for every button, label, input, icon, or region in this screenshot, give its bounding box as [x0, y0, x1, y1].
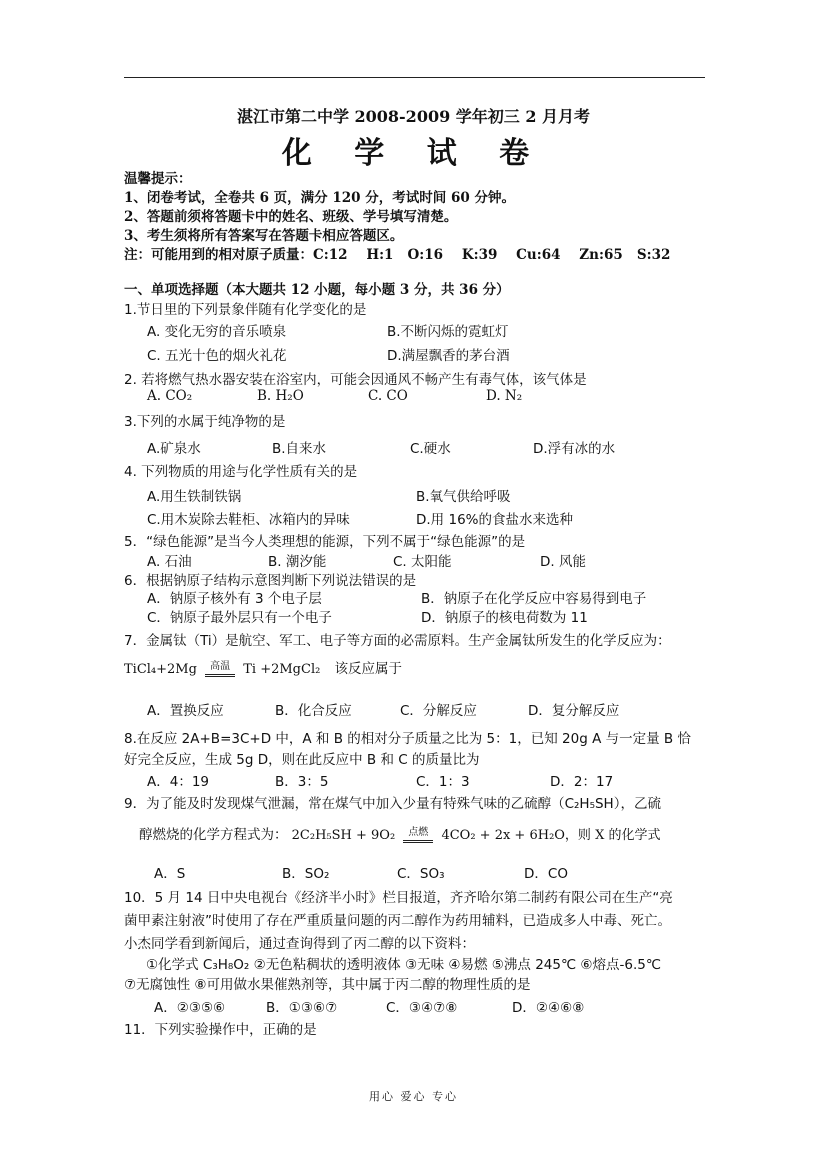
q7-products: Ti +2MgCl₂	[243, 662, 321, 677]
q4-option-a: A.用生铁制铁锅	[147, 489, 242, 505]
q5-stem: 5．“绿色能源”是当今人类理想的能源，下列不属于“绿色能源”的是	[124, 534, 526, 550]
q7-reaction-arrow	[205, 662, 235, 677]
q2-stem: 2. 若将燃气热水器安装在浴室内，可能会因通风不畅产生有毒气体，该气体是	[124, 372, 587, 388]
q10-option-a: A．②③⑤⑥	[154, 1000, 226, 1016]
q9-condition: 点燃	[408, 827, 429, 838]
q1-option-a: A. 变化无穷的音乐喷泉	[147, 324, 287, 340]
q3-option-b: B.自来水	[272, 441, 327, 457]
q4-stem: 4. 下列物质的用途与化学性质有关的是	[124, 464, 358, 480]
q6-option-b: B．钠原子在化学反应中容易得到电子	[421, 591, 647, 607]
q8-option-a: A．4：19	[147, 774, 210, 790]
tip-2: 2、答题前须将答题卡中的姓名、班级、学号填写清楚。	[124, 209, 458, 225]
q2-option-c: C. CO	[368, 388, 408, 404]
q7-stem: 7．金属钛（Ti）是航空、军工、电子等方面的必需原料。生产金属钛所发生的化学反应为：	[124, 633, 671, 649]
q9-reactants: 2C₂H₅SH + 9O₂	[291, 828, 396, 843]
q7-option-d: D．复分解反应	[528, 703, 620, 719]
q9-equation	[139, 823, 660, 843]
q5-option-b: B. 潮汐能	[268, 554, 327, 570]
q8-option-c: C．1：3	[416, 774, 470, 790]
q9-products: 4CO₂ + 2x + 6H₂O，则 X 的化学式	[441, 828, 661, 843]
page-footer: 用心 爱心 专心	[369, 1090, 458, 1103]
q10-info-line2: ⑦无腐蚀性 ⑧可用做水果催熟剂等，其中属于丙二醇的物理性质的是	[124, 977, 531, 993]
q3-option-c: C.硬水	[410, 441, 451, 457]
q9-option-a: A．S	[154, 866, 186, 882]
q5-option-d: D. 风能	[540, 554, 586, 570]
q11-stem: 11．下列实验操作中，正确的是	[124, 1022, 317, 1038]
section-heading: 一、单项选择题（本大题共 12 小题，每小题 3 分，共 36 分）	[124, 282, 510, 298]
q3-stem: 3.下列的水属于纯净物的是	[124, 414, 286, 430]
q9-option-d: D．CO	[524, 866, 568, 882]
q1-option-b: B.不断闪烁的霓虹灯	[387, 324, 509, 340]
q7-option-b: B．化合反应	[275, 703, 352, 719]
q7-stem-tail: 该反应属于	[334, 661, 402, 677]
q8-option-d: D．2：17	[550, 774, 614, 790]
header-rule	[124, 77, 705, 78]
q8-stem-line1: 8.在反应 2A+B=3C+D 中，A 和 B 的相对分子质量之比为 5：1，已知 20g A 与一定量 B 恰	[124, 731, 691, 747]
q10-option-c: C．③④⑦⑧	[386, 1000, 458, 1016]
q8-stem-line2: 好完全反应，生成 5g D，则在此反应中 B 和 C 的质量比为	[124, 752, 480, 768]
q7-condition: 高温	[210, 661, 231, 672]
q7-equation	[124, 657, 402, 677]
q3-option-a: A.矿泉水	[147, 441, 201, 457]
q9-stem-line2: 醇燃烧的化学方程式为：	[139, 827, 288, 843]
tip-1: 1、闭卷考试，全卷共 6 页，满分 120 分，考试时间 60 分钟。	[124, 190, 515, 206]
q6-stem: 6．根据钠原子结构示意图判断下列说法错误的是	[124, 573, 417, 589]
q7-reactants: TiCl₄+2Mg	[124, 662, 197, 677]
q4-option-c: C.用木炭除去鞋柜、冰箱内的异味	[147, 512, 350, 528]
q9-reaction-arrow	[403, 828, 433, 843]
q10-option-b: B．①③⑥⑦	[266, 1000, 338, 1016]
q8-option-b: B．3：5	[275, 774, 329, 790]
q10-stem-line2: 菌甲素注射液”时使用了存在严重质量问题的丙二醇作为药用辅料，已造成多人中毒、死亡。	[124, 913, 671, 929]
q5-option-c: C. 太阳能	[393, 554, 452, 570]
q1-stem: 1.节日里的下列景象伴随有化学变化的是	[124, 302, 367, 318]
q1-option-d: D.满屋飘香的茅台酒	[387, 348, 510, 364]
q4-option-b: B.氧气供给呼吸	[416, 489, 511, 505]
q9-stem-line1: 9．为了能及时发现煤气泄漏，常在煤气中加入少量有特殊气味的乙硫醇（C₂H₅SH），乙硫	[124, 796, 661, 812]
q2-option-a: A. CO₂	[147, 388, 193, 404]
q5-option-a: A. 石油	[147, 554, 192, 570]
q6-option-d: D．钠原子的核电荷数为 11	[421, 610, 588, 626]
exam-subject-title: 化 学 试 卷	[281, 136, 546, 171]
q3-option-d: D.浮有冰的水	[533, 441, 616, 457]
exam-school-title: 湛江市第二中学 2008-2009 学年初三 2 月月考	[236, 107, 591, 126]
q6-option-c: C．钠原子最外层只有一个电子	[147, 610, 332, 626]
atomic-mass-note: 注：可能用到的相对原子质量：C:12 H:1 O:16 K:39 Cu:64 Zn:65 S:32	[124, 247, 671, 263]
q10-info-line1: ①化学式 C₃H₈O₂ ②无色粘稠状的透明液体 ③无味 ④易燃 ⑤沸点 245℃ ⑥熔点-6.5℃	[146, 957, 662, 973]
q6-option-a: A．钠原子核外有 3 个电子层	[147, 591, 322, 607]
q7-option-a: A．置换反应	[147, 703, 224, 719]
tips-heading: 温馨提示：	[124, 171, 192, 187]
q2-option-d: D. N₂	[486, 388, 523, 404]
q10-stem-line1: 10．5 月 14 日中央电视台《经济半小时》栏目报道，齐齐哈尔第二制药有限公司在生产“亮	[124, 890, 673, 906]
q10-stem-line3: 小杰同学看到新闻后，通过查询得到了丙二醇的以下资料：	[124, 936, 475, 952]
q9-option-c: C．SO₃	[397, 866, 445, 882]
q10-option-d: D．②④⑥⑧	[512, 1000, 585, 1016]
q9-option-b: B．SO₂	[282, 866, 330, 882]
tip-3: 3、考生须将所有答案写在答题卡相应答题区。	[124, 228, 404, 244]
q7-option-c: C．分解反应	[400, 703, 477, 719]
q4-option-d: D.用 16%的食盐水来选种	[416, 512, 573, 528]
q2-option-b: B. H₂O	[257, 388, 304, 404]
q1-option-c: C. 五光十色的烟火礼花	[147, 348, 287, 364]
